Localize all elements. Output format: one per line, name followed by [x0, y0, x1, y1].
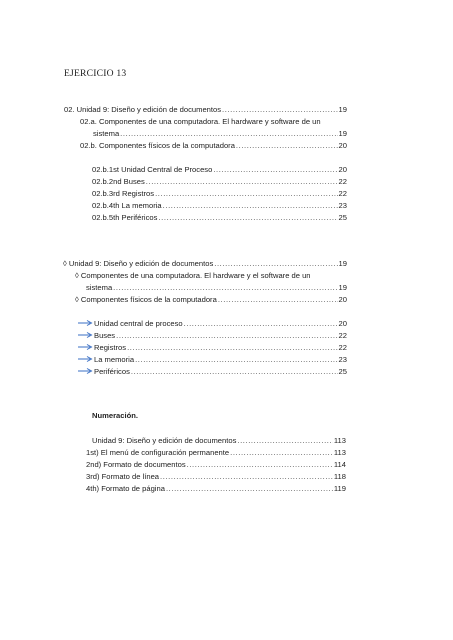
toc-entry: [92, 435, 346, 446]
toc-entry-label: sistema: [86, 283, 113, 292]
toc-entry-page: 113: [333, 448, 346, 457]
dot-leader: [160, 471, 333, 482]
toc-entry: [86, 447, 346, 458]
dot-leader: [184, 318, 338, 329]
dot-leader: [155, 188, 337, 199]
toc-entry-page: 19: [338, 129, 347, 138]
toc-entry-label: Unidad 9: Diseño y edición de documentos: [92, 436, 237, 445]
toc-entry-label: 02.b.4th La memoria: [92, 201, 162, 210]
dot-leader: [158, 212, 337, 223]
toc-entry-label: Registros: [94, 343, 127, 352]
dot-leader: [127, 342, 337, 353]
toc-entry-label: 2nd) Formato de documentos: [86, 460, 186, 469]
toc-entry-label: 3rd) Formato de línea: [86, 472, 160, 481]
toc-entry: [78, 330, 347, 341]
toc-entry-label: 02. Unidad 9: Diseño y edición de documentos: [64, 105, 222, 114]
dot-leader: [166, 483, 333, 494]
toc-entry-page: 19: [338, 283, 347, 292]
toc-entry-label: 02.b. Componentes físicos de la computadora: [80, 141, 235, 150]
toc-entry-label: 02.b.3rd Registros: [92, 189, 155, 198]
section-heading: Numeración.: [92, 411, 138, 420]
toc-entry-page: 22: [338, 189, 347, 198]
toc-entry: [78, 318, 347, 329]
toc-entry-page: 20: [338, 295, 347, 304]
toc-entry-page: 22: [338, 177, 347, 186]
toc-entry-label: 1st) El menú de configuración permanente: [86, 448, 230, 457]
dot-leader: [236, 140, 338, 151]
toc-entry: [92, 188, 347, 199]
toc-entry-label: Unidad central de proceso: [94, 319, 183, 328]
toc-entry-label: Unidad 9: Diseño y edición de documentos: [68, 259, 214, 268]
toc-entry: [78, 354, 347, 365]
dot-leader: [113, 282, 337, 293]
arrow-right-icon: [78, 331, 93, 339]
diamond-bullet-icon: ◊: [75, 295, 79, 304]
dot-leader: [213, 164, 337, 175]
dot-leader: [146, 176, 338, 187]
dot-leader: [214, 258, 337, 269]
toc-entry-label: Periféricos: [94, 367, 130, 376]
arrow-right-icon: [78, 355, 93, 363]
dot-leader: [218, 294, 338, 305]
toc-entry-page: 118: [333, 472, 346, 481]
toc-entry-page: 20: [338, 141, 347, 150]
arrow-right-icon: [78, 367, 93, 375]
toc-entry-label: Componentes físicos de la computadora: [80, 295, 217, 304]
page-title: EJERCICIO 13: [64, 68, 127, 79]
toc-entry-label: 02.b.5th Periféricos: [92, 213, 158, 222]
toc-entry-page: 19: [338, 105, 347, 114]
toc-entry-page: 25: [338, 213, 347, 222]
toc-entry: [86, 282, 347, 293]
dot-leader: [163, 200, 338, 211]
dot-leader: [135, 354, 337, 365]
toc-entry-page: 23: [338, 201, 347, 210]
toc-entry-label: 02.b.1st Unidad Central de Proceso: [92, 165, 213, 174]
toc-entry: [75, 270, 311, 281]
toc-entry: [92, 212, 347, 223]
arrow-right-icon: [78, 343, 93, 351]
toc-entry-label: Buses: [94, 331, 116, 340]
toc-entry: [93, 128, 347, 139]
toc-entry-page: 114: [333, 460, 346, 469]
toc-entry-page: 20: [338, 319, 347, 328]
toc-entry-label: Componentes de una computadora. El hardware y el software de un: [80, 271, 311, 280]
toc-entry: [78, 342, 347, 353]
toc-entry: [92, 164, 347, 175]
toc-entry: [92, 200, 347, 211]
toc-entry-page: 19: [338, 259, 347, 268]
toc-entry: [64, 104, 347, 115]
diamond-bullet-icon: ◊: [63, 259, 67, 268]
toc-entry: [78, 366, 347, 377]
diamond-bullet-icon: ◊: [75, 271, 79, 280]
toc-entry-label: sistema: [93, 129, 120, 138]
arrow-right-icon: [78, 319, 93, 327]
dot-leader: [116, 330, 337, 341]
toc-entry-page: 119: [333, 484, 346, 493]
toc-entry-label: 02.a. Componentes de una computadora. El hardware y software de un: [80, 117, 321, 126]
toc-entry: [86, 459, 346, 470]
toc-entry-label: 4th) Formato de página: [86, 484, 165, 493]
toc-entry-page: 113: [333, 436, 346, 445]
dot-leader: [131, 366, 338, 377]
toc-entry: [75, 294, 347, 305]
toc-entry-page: 20: [338, 165, 347, 174]
toc-entry-label: La memoria: [94, 355, 135, 364]
dot-leader: [187, 459, 333, 470]
dot-leader: [230, 447, 333, 458]
dot-leader: [120, 128, 337, 139]
toc-entry-label: 02.b.2nd Buses: [92, 177, 145, 186]
toc-entry: [92, 176, 347, 187]
toc-entry: [86, 471, 346, 482]
toc-entry-page: 23: [338, 355, 347, 364]
toc-entry-page: 22: [338, 331, 347, 340]
dot-leader: [222, 104, 338, 115]
toc-entry: [63, 258, 347, 269]
dot-leader: [237, 435, 333, 446]
toc-entry: [86, 483, 346, 494]
toc-entry-page: 22: [338, 343, 347, 352]
toc-entry-page: 25: [338, 367, 347, 376]
toc-entry: [80, 140, 347, 151]
